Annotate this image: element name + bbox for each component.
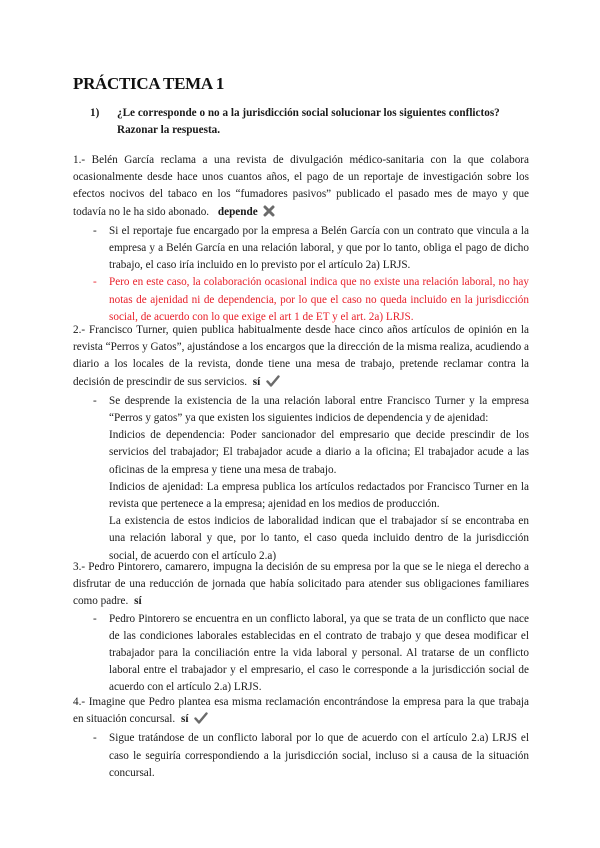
answer-label: sí xyxy=(252,375,261,388)
case-statement: 1.- Belén García reclama a una revista de divulgación médico-sanitaria con la que colabora ocasionalmente desde hace unos cuantos años, el pago de un reportaje de investigación sobre los efectos nocivos del tabaco en los “fumadores pasivos” publicado el pasado mes de mayo y que todavía no le ha sido abonado. depende xyxy=(73,152,529,223)
answer-label: sí xyxy=(134,595,142,608)
case-4 xyxy=(73,694,529,782)
question-text: ¿Le corresponde o no a la jurisdicción social solucionar los siguientes conflictos? Razonar la respuesta. xyxy=(117,107,500,136)
case-bullets xyxy=(73,223,529,326)
case-bullets xyxy=(73,611,529,697)
question-heading xyxy=(90,105,535,139)
case-statement: 2.- Francisco Turner, quien publica habitualmente desde hace cinco años artículos de opinión en la revista “Perros y Gatos”, ajustándose a los encargos que la dirección de la misma realiza, acudiendo a diario a los locales de la revista, donde tiene una mesa de trabajo, pretende reclamar contra la decisión de prescindir de sus servicios. sí xyxy=(73,322,529,393)
check-icon xyxy=(194,712,208,730)
case-2 xyxy=(73,322,529,565)
bullet-item: - Se desprende la existencia de la una relación laboral entre Francisco Turner y la empresa “Perros y gatos” ya que existen los siguientes indicios de dependencia y de ajenidad: Indicios de dependencia: Poder sancionador del empresario que decide prescindir de los servicios del trabajador; El trabajador acude a diario a la oficina; El trabajador acude a las oficinas de la empresa y tiene una mesa de trabajo. Indicios de ajenidad: La empresa publica los artículos redactados por Francisco Turner en la revista que pertenece a la empresa; ajenidad en los medios de producción. La existencia de estos indicios de laboralidad indican que el trabajador sí se encontraba en una relación laboral y que, por lo tanto, el caso queda incluido dentro de la jurisdicción social, de acuerdo con el artículo 2.a) xyxy=(93,394,529,562)
cross-icon xyxy=(263,205,275,223)
answer-label: depende xyxy=(217,205,258,218)
document-title: PRÁCTICA TEMA 1 xyxy=(73,74,225,93)
case-1 xyxy=(73,152,529,326)
question-number: 1) xyxy=(90,107,100,119)
bullet-item: - Si el reportaje fue encargado por la empresa a Belén García con un contrato que vincula a la empresa y a Belén García en una relación laboral, y que por lo tanto, obliga el pago de dicho trabajo, el caso iría incluido en lo previsto por el artículo 2a) LRJS. xyxy=(93,224,529,272)
bullet-item: - Sigue tratándose de un conflicto laboral por lo que de acuerdo con el artículo 2.a) LRJS el caso le seguiría correspondiendo a la jurisdicción social, incluso si a causa de la situación concursal. xyxy=(93,732,529,779)
case-bullets xyxy=(73,730,529,782)
answer-label: sí xyxy=(181,713,189,726)
case-bullets xyxy=(73,393,529,565)
case-3 xyxy=(73,559,529,697)
case-statement: 3.- Pedro Pintorero, camarero, impugna la decisión de su empresa por la que se le niega el derecho a disfrutar de una reducción de jornada que había solicitado para atender sus obligaciones familiares como padre. sí xyxy=(73,561,529,608)
case-statement: 4.- Imagine que Pedro plantea esa misma reclamación encontrándose la empresa para la que trabaja en situación concursal. sí xyxy=(73,694,529,730)
check-icon xyxy=(266,375,280,393)
bullet-item-highlighted: - Pero en este caso, la colaboración ocasional indica que no existe una relación laboral, no hay notas de ajenidad ni de dependencia, por lo que el caso no queda incluido en la jurisdicción social, de acuerdo con lo que exige el art 1 de ET y el art. 2a) LRJS. xyxy=(93,276,529,323)
bullet-item: - Pedro Pintorero se encuentra en un conflicto laboral, ya que se trata de un conflicto que nace de las condiciones laborales establecidas en el contrato de trabajo y que desea modificar el trabajador para la conciliación entre la vida laboral y personal. Al tratarse de un conflicto laboral entre el trabajador y el empresario, el caso le corresponde a la jurisdicción social de acuerdo con el artículo 2.a) LRJS. xyxy=(93,612,529,694)
